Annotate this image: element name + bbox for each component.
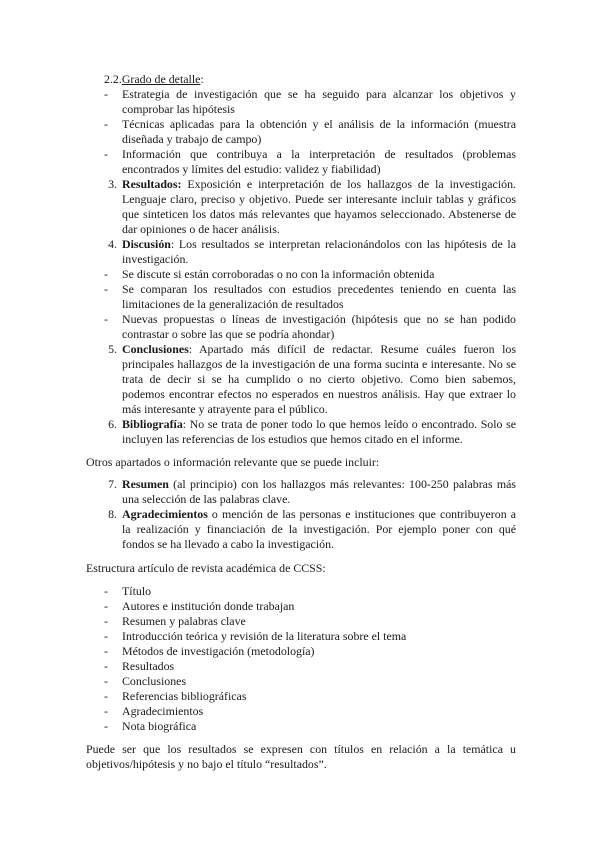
heading-number: 2.2. <box>104 72 122 86</box>
list-item: - Se comparan los resultados con estudios precedentes teniendo en cuenta las limitaciones de la generalización de resultados <box>104 282 516 311</box>
list-item: - Introducción teórica y revisión de la literatura sobre el tema <box>104 629 407 643</box>
section-title: Bibliografía <box>122 417 183 431</box>
list-item: - Autores e institución donde trabajan <box>104 599 295 613</box>
list-item: - Se discute si están corroboradas o no con la información obtenida <box>104 267 435 281</box>
list-item: - Estrategia de investigación que se ha seguido para alcanzar los objetivos y comprobar las hipótesis <box>104 87 516 116</box>
section-title: Agradecimientos <box>122 507 208 521</box>
list-item: - Resultados <box>104 659 175 673</box>
section-resultados: 3. Resultados: Exposición e interpretación de los hallazgos de la investigación. Lenguaje claro, preciso y objetivo. Puede ser interesante incluir tablas y gráficos que sinteticen los datos más relevantes que hayamos seleccionado. Abstenerse de dar opiniones o de hacer análisis. <box>108 177 516 236</box>
list-item: - Métodos de investigación (metodología) <box>104 644 315 658</box>
list-item: - Nuevas propuestas o líneas de investigación (hipótesis que no se han podido contrastar o sobre las que se podría ahondar) <box>104 312 516 341</box>
list-item: - Título <box>104 584 152 598</box>
structure-intro: Estructura artículo de revista académica de CCSS: <box>86 561 326 575</box>
section-title: Resumen <box>122 477 169 491</box>
section-title: Conclusiones <box>122 342 189 356</box>
list-item: - Agradecimientos <box>104 704 204 718</box>
other-sections-intro: Otros apartados o información relevante que se puede incluir: <box>86 455 380 469</box>
list-item: - Información que contribuya a la interpretación de resultados (problemas encontrados y límites del estudio: validez y fiabilidad) <box>104 147 516 176</box>
list-item: - Conclusiones <box>104 674 187 688</box>
heading-title: Grado de detalle <box>121 72 201 86</box>
list-item: - Referencias bibliográficas <box>104 689 247 703</box>
section-discusion: 4. Discusión: Los resultados se interpretan relacionándolos con las hipótesis de la investigación. <box>108 237 516 266</box>
closing-paragraph: Puede ser que los resultados se expresen con títulos en relación a la temática u objetivos/hipótesis y no bajo el título “resultados”. <box>86 742 516 771</box>
section-conclusiones: 5. Conclusiones: Apartado más difícil de redactar. Resume cuáles fueron los principales hallazgos de la investigación de una forma sucinta e interesante. No se trata de decir si se ha cumplido o no cierto objetivo. Como bien sabemos, podemos encontrar efectos no esperados en nuestros análisis. Hay que extraer lo más interesante y atrayente para el público. <box>108 342 516 416</box>
section-title: Resultados: <box>122 177 182 191</box>
list-item: - Resumen y palabras clave <box>104 614 246 628</box>
section-title: Discusión <box>122 237 171 251</box>
list-item: - Técnicas aplicadas para la obtención y el análisis de la información (muestra diseñada y trabajo de campo) <box>104 117 516 146</box>
section-heading: 2.2.Grado de detalle: <box>104 72 204 86</box>
list-item: - Nota biográfica <box>104 719 197 733</box>
section-bibliografia: 6. Bibliografía: No se trata de poner todo lo que hemos leído o encontrado. Solo se incluyen las referencias de los estudios que hemos citado en el informe. <box>108 417 516 446</box>
section-agradecimientos: 8. Agradecimientos o mención de las personas e instituciones que contribuyeron a la realización y financiación de la investigación. Por ejemplo poner con qué fondos se ha llevado a cabo la investigación. <box>108 507 516 551</box>
section-resumen: 7. Resumen (al principio) con los hallazgos más relevantes: 100-250 palabras más una selección de las palabras clave. <box>108 477 516 506</box>
